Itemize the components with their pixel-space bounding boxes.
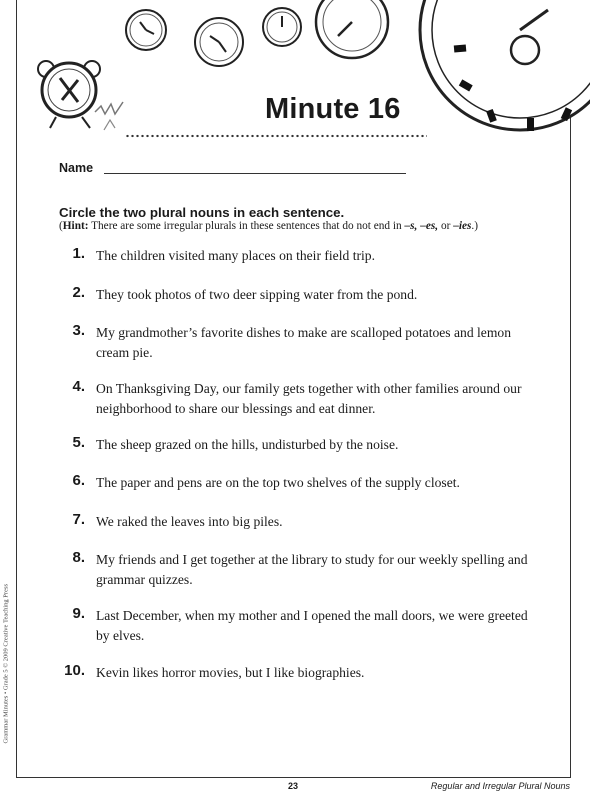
page-title: Minute 16	[265, 93, 401, 125]
item-number: 3.	[72, 322, 85, 339]
item-sentence[interactable]: They took photos of two deer sipping water from the pond.	[96, 287, 418, 302]
item-sentence[interactable]: On Thanksgiving Day, our family gets together with other families around our neighborhood to share our blessings and eat dinner.	[96, 381, 522, 416]
item-number: 1.	[72, 245, 85, 262]
small-clock-icon	[263, 8, 301, 46]
title-dotted-divider	[125, 134, 427, 138]
item-sentence[interactable]: Kevin likes horror movies, but I like biographies.	[96, 665, 365, 680]
large-clock-icon	[420, 0, 590, 131]
item-sentence[interactable]: The children visited many places on their field trip.	[96, 248, 375, 263]
footer-topic: Regular and Irregular Plural Nouns	[430, 781, 570, 791]
alarm-clock-icon	[38, 61, 123, 130]
hint-text: (Hint: There are some irregular plurals in these sentences that do not end in –s, –es, or –ies.)	[59, 220, 478, 232]
item-sentence[interactable]: My grandmother’s favorite dishes to make are scalloped potatoes and lemon cream pie.	[96, 325, 511, 360]
instructions: Circle the two plural nouns in each sentence.	[59, 205, 345, 220]
item-sentence[interactable]: Last December, when my mother and I opened the mall doors, we were greeted by elves.	[96, 608, 528, 643]
small-clock-icon	[316, 0, 388, 58]
item-number: 7.	[72, 511, 85, 528]
small-clock-icon	[126, 10, 166, 50]
name-field-line[interactable]	[104, 173, 406, 174]
item-sentence[interactable]: My friends and I get together at the library to study for our weekly spelling and grammar quizzes.	[96, 552, 528, 587]
item-sentence[interactable]: The sheep grazed on the hills, undisturbed by the noise.	[96, 437, 399, 452]
item-number: 5.	[72, 434, 85, 451]
item-number: 4.	[72, 378, 85, 395]
item-sentence[interactable]: We raked the leaves into big piles.	[96, 514, 283, 529]
item-number: 9.	[72, 605, 85, 622]
item-number: 10.	[64, 662, 85, 679]
item-number: 6.	[72, 472, 85, 489]
item-sentence[interactable]: The paper and pens are on the top two shelves of the supply closet.	[96, 475, 460, 490]
small-clock-icon	[195, 18, 243, 66]
item-number: 2.	[72, 284, 85, 301]
page-number: 23	[288, 781, 299, 791]
side-credit: Grammar Minutes • Grade 5 © 2009 Creative Teaching Press	[2, 583, 10, 744]
item-number: 8.	[72, 549, 85, 566]
name-label: Name	[59, 161, 94, 175]
